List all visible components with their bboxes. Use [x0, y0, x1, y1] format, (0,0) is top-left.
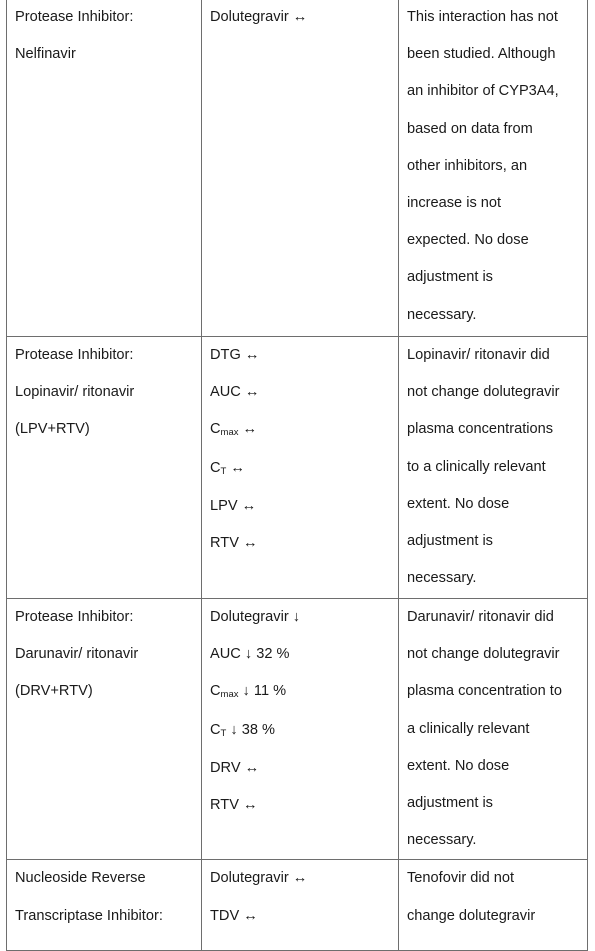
param-change: ↔ [226, 459, 246, 476]
recommendation-line: a clinically relevant [407, 720, 530, 737]
recommendation-line: expected. No dose [407, 232, 529, 249]
effect-line: AUC ↔ [210, 384, 260, 401]
param-symbol: C [210, 683, 221, 700]
drug-class-line: Protease Inhibitor: [15, 347, 134, 363]
recommendation-line: change dolutegravir [407, 907, 536, 924]
recommendation-line: plasma concentrations [407, 421, 554, 438]
drug-class-cell [7, 860, 202, 951]
table-row [7, 599, 588, 860]
effect-line [210, 411, 390, 449]
effect-line: Dolutegravir ↔ [210, 870, 308, 887]
effect-cell [202, 337, 399, 599]
drug-class-cell [7, 599, 202, 860]
recommendation-line: necessary. [407, 570, 477, 587]
recommendation-line: not change dolutegravir [407, 384, 560, 401]
effect-line: DRV ↔ [210, 759, 260, 776]
recommendation-line: other inhibitors, an [407, 157, 528, 174]
recommendation-line: Darunavir/ ritonavir did [407, 609, 554, 625]
param-change: ↔ [238, 421, 258, 438]
param-change: ↓ 11 % [238, 683, 287, 700]
recommendation-line: necessary. [407, 832, 477, 849]
recommendation-line: increase is not [407, 195, 502, 212]
drug-class-line: Lopinavir/ ritonavir [15, 384, 135, 401]
recommendation-line: not change dolutegravir [407, 646, 560, 663]
drug-class-cell [7, 337, 202, 599]
param-subscript: max [220, 427, 239, 439]
recommendation-line: been studied. Although [407, 46, 556, 63]
table-row [7, 0, 588, 337]
recommendation-line: necessary. [407, 306, 477, 323]
recommendation-cell [399, 860, 588, 951]
drug-class-line: Protease Inhibitor: [15, 9, 134, 25]
table-row [7, 860, 588, 951]
param-symbol: C [210, 721, 221, 738]
drug-class-cell [7, 0, 202, 337]
interaction-table [6, 0, 588, 951]
effect-line: RTV ↔ [210, 535, 258, 552]
recommendation-line: extent. No dose [407, 757, 510, 774]
param-change: ↓ 38 % [226, 721, 276, 738]
param-subscript: max [220, 689, 239, 701]
effect-line: Dolutegravir ↓ [210, 609, 301, 625]
param-symbol: C [210, 459, 221, 476]
recommendation-line: extent. No dose [407, 495, 510, 512]
effect-line: RTV ↔ [210, 797, 258, 814]
effect-cell [202, 0, 399, 337]
effect-cell [202, 599, 399, 860]
table-row [7, 337, 588, 599]
recommendation-line: plasma concentration to [407, 683, 562, 700]
recommendation-line: Lopinavir/ ritonavir did [407, 347, 550, 363]
recommendation-cell [399, 599, 588, 860]
drug-class-line: (DRV+RTV) [15, 683, 93, 700]
drug-class-line: (LPV+RTV) [15, 421, 90, 438]
drug-class-line: Darunavir/ ritonavir [15, 646, 139, 663]
effect-line: TDV ↔ [210, 907, 258, 924]
recommendation-line: to a clinically relevant [407, 458, 546, 475]
recommendation-line: This interaction has not [407, 9, 558, 25]
effect-line [210, 450, 390, 488]
recommendation-line: based on data from [407, 120, 533, 137]
effect-line [210, 673, 390, 711]
drug-class-line: Protease Inhibitor: [15, 609, 134, 625]
recommendation-cell [399, 337, 588, 599]
effect-cell [202, 860, 399, 951]
recommendation-cell [399, 0, 588, 337]
effect-line: LPV ↔ [210, 497, 257, 514]
drug-class-line: Nucleoside Reverse [15, 870, 146, 887]
param-symbol: C [210, 421, 221, 438]
effect-line: Dolutegravir ↔ [210, 9, 308, 25]
effect-line: AUC ↓ 32 % [210, 646, 290, 663]
effect-line [210, 712, 390, 750]
param-subscript: T [220, 465, 227, 477]
recommendation-line: adjustment is [407, 533, 493, 550]
param-subscript: T [220, 727, 227, 739]
recommendation-line: adjustment is [407, 795, 493, 812]
drug-class-line: Transcriptase Inhibitor: [15, 907, 163, 924]
recommendation-line: adjustment is [407, 269, 493, 286]
drug-class-line: Nelfinavir [15, 46, 76, 63]
recommendation-line: Tenofovir did not [407, 870, 515, 887]
recommendation-line: an inhibitor of CYP3A4, [407, 83, 559, 100]
effect-line: DTG ↔ [210, 347, 260, 363]
